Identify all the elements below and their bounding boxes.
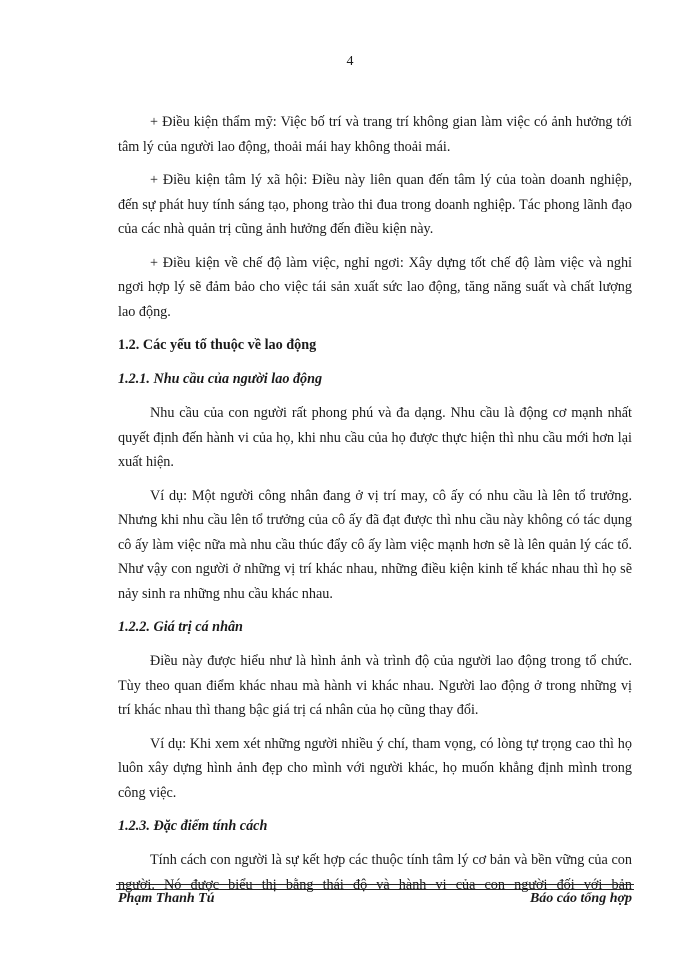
footer-report-title: Báo cáo tổng hợp: [529, 891, 632, 906]
heading-1-2-2: 1.2.2. Giá trị cá nhân: [118, 619, 243, 635]
paragraph-values-intro: Điều này được hiểu như là hình ảnh và trình độ của người lao động trong tổ chức. Tùy theo quan điểm khác nhau mà hành vi khác nhau. Người lao động ở trong những vị trí khác nhau thì thang bậc giá trị cá nhân của họ cũng thay đổi.: [118, 653, 632, 718]
paragraph-values-example: Ví dụ: Khi xem xét những người nhiều ý chí, tham vọng, có lòng tự trọng cao thì họ luôn xây dựng hình ảnh đẹp cho mình với người khác, họ muốn khẳng định mình trong công việc.: [118, 735, 632, 801]
paragraph-social-psych-conditions: + Điều kiện tâm lý xã hội: Điều này liên quan đến tâm lý của toàn doanh nghiệp, đến sự phát huy tính sáng tạo, phong trào thi đua trong doanh nghiệp. Tác phong lãnh đạo của các nhà quản trị cũng ảnh hưởng đến điều kiện này.: [118, 172, 632, 237]
document-body: [118, 110, 632, 906]
heading-1-2-3: 1.2.3. Đặc điểm tính cách: [118, 818, 268, 834]
footer-author: Phạm Thanh Tú: [118, 891, 215, 906]
heading-1-2: 1.2. Các yếu tố thuộc về lao động: [118, 337, 317, 353]
paragraph-needs-example: Ví dụ: Một người công nhân đang ở vị trí may, cô ấy có nhu cầu là lên tổ trưởng. Nhưng khi nhu cầu lên tổ trưởng của cô ấy đã đạt được thì nhu cầu này không có tác dụng cô ấy làm việc nữa mà nhu cầu thúc đẩy cô ấy làm việc mạnh hơn sẽ là lên quản lý các tổ. Như vậy con người ở những vị trí khác nhau, những điều kiện kinh tế khác nhau thì họ sẽ nảy sinh ra những nhu cầu khác nhau.: [118, 487, 632, 602]
paragraph-work-rest-conditions: + Điều kiện về chế độ làm việc, nghỉ ngơi: Xây dựng tốt chế độ làm việc và nghỉ ngơi hợp lý sẽ đảm bảo cho việc tái sản xuất sức lao động, tăng năng suất và chất lượng lao động.: [118, 254, 632, 320]
page-number: 4: [346, 54, 354, 69]
paragraph-needs-intro: Nhu cầu của con người rất phong phú và đa dạng. Nhu cầu là động cơ mạnh nhất quyết định đến hành vi của họ, khi nhu cầu của họ được thực hiện thì nhu cầu mới hơn lại xuất hiện.: [118, 405, 632, 470]
paragraph-personality-intro: Tính cách con người là sự kết hợp các thuộc tính tâm lý cơ bản và bền vững của con người. Nó được biểu thị bằng thái độ và hành vi của con người đối với bản: [118, 852, 632, 893]
paragraph-aesthetic-conditions: + Điều kiện thẩm mỹ: Việc bố trí và trang trí không gian làm việc có ảnh hưởng tới tâm lý của người lao động, thoải mái hay không thoải mái.: [118, 114, 632, 155]
heading-1-2-1: 1.2.1. Nhu cầu của người lao động: [118, 371, 323, 387]
footer-divider: [116, 884, 634, 890]
